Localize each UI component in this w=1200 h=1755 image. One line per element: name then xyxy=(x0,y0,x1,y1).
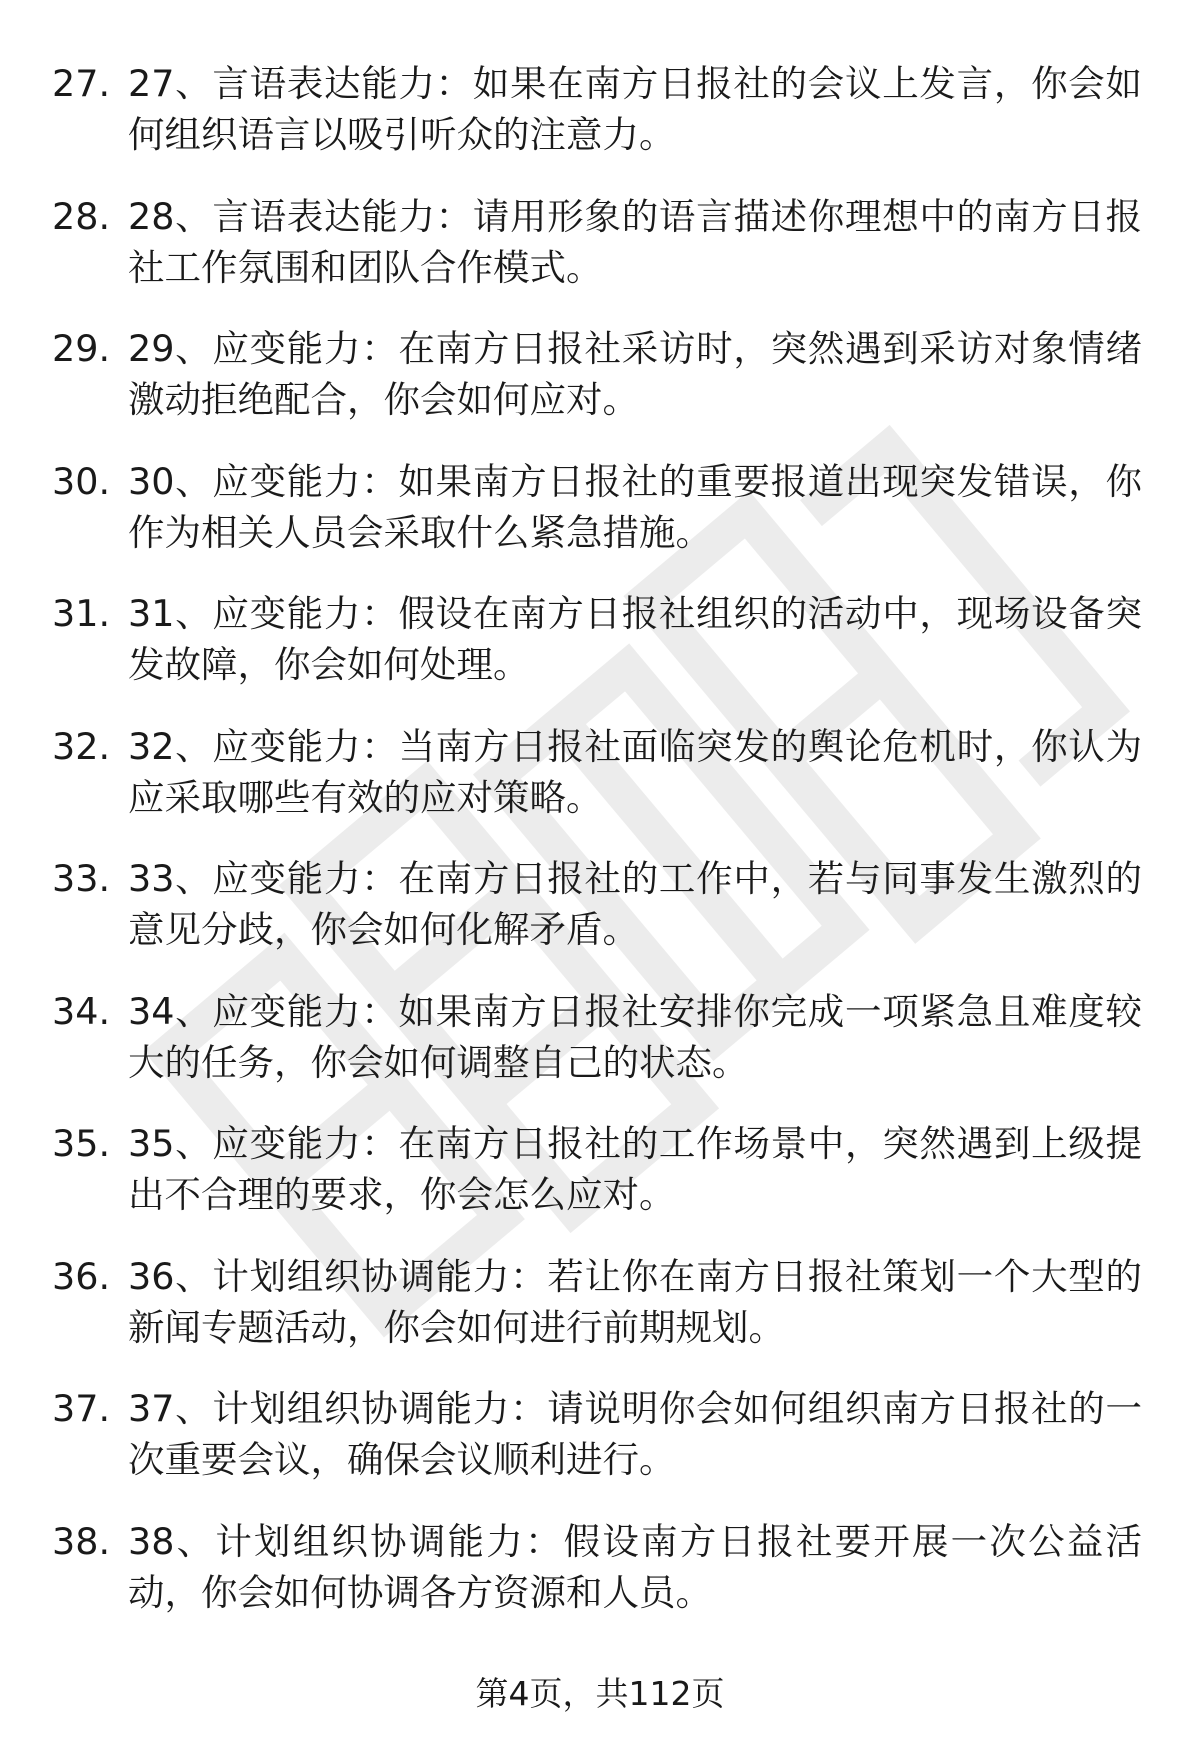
question-text: 33、应变能力：在南方日报社的工作中，若与同事发生激烈的意见分歧，你会如何化解矛盾。 xyxy=(128,857,1142,951)
list-item xyxy=(52,986,1142,1119)
question-text: 36、计划组织协调能力：若让你在南方日报社策划一个大型的新闻专题活动，你会如何进行前期规划。 xyxy=(128,1254,1142,1349)
list-item xyxy=(52,1118,1142,1251)
list-item xyxy=(52,853,1142,986)
question-text: 37、计划组织协调能力：请说明你会如何组织南方日报社的一次重要会议，确保会议顺利进行。 xyxy=(128,1387,1142,1481)
list-item xyxy=(52,588,1142,721)
question-text: 38、计划组织协调能力：假设南方日报社要开展一次公益活动，你会如何协调各方资源和人员。 xyxy=(128,1519,1142,1614)
question-number: 30. xyxy=(52,459,111,503)
question-text: 35、应变能力：在南方日报社的工作场景中，突然遇到上级提出不合理的要求，你会怎么应对。 xyxy=(128,1122,1142,1216)
list-item xyxy=(52,721,1142,854)
question-text: 27、言语表达能力：如果在南方日报社的会议上发言，你会如何组织语言以吸引听众的注意力。 xyxy=(128,62,1142,156)
question-number: 37. xyxy=(52,1387,111,1430)
list-item xyxy=(52,323,1142,456)
question-number: 29. xyxy=(52,327,111,370)
question-number: 34. xyxy=(52,989,111,1033)
question-list xyxy=(52,58,1142,1648)
list-item xyxy=(52,1516,1142,1649)
question-number: 38. xyxy=(52,1519,111,1563)
question-number: 28. xyxy=(52,194,111,238)
list-item xyxy=(52,1251,1142,1384)
question-text: 28、言语表达能力：请用形象的语言描述你理想中的南方日报社工作氛围和团队合作模式。 xyxy=(128,194,1142,289)
question-text: 29、应变能力：在南方日报社采访时，突然遇到采访对象情绪激动拒绝配合，你会如何应对。 xyxy=(128,327,1142,421)
list-item xyxy=(52,191,1142,324)
list-item xyxy=(52,456,1142,589)
question-number: 35. xyxy=(52,1122,111,1165)
question-text: 32、应变能力：当南方日报社面临突发的舆论危机时，你认为应采取哪些有效的应对策略。 xyxy=(128,724,1142,819)
question-text: 31、应变能力：假设在南方日报社组织的活动中，现场设备突发故障，你会如何处理。 xyxy=(128,592,1142,686)
question-number: 27. xyxy=(52,62,111,105)
list-item xyxy=(52,1383,1142,1516)
page-number-footer: 第4页，共112页 xyxy=(475,1674,725,1713)
question-number: 32. xyxy=(52,724,111,768)
list-item xyxy=(52,58,1142,191)
question-number: 33. xyxy=(52,857,111,900)
question-number: 36. xyxy=(52,1254,111,1298)
question-text: 34、应变能力：如果南方日报社安排你完成一项紧急且难度较大的任务，你会如何调整自己的状态。 xyxy=(128,989,1142,1084)
question-number: 31. xyxy=(52,592,111,635)
question-text: 30、应变能力：如果南方日报社的重要报道出现突发错误，你作为相关人员会采取什么紧急措施。 xyxy=(128,459,1142,554)
